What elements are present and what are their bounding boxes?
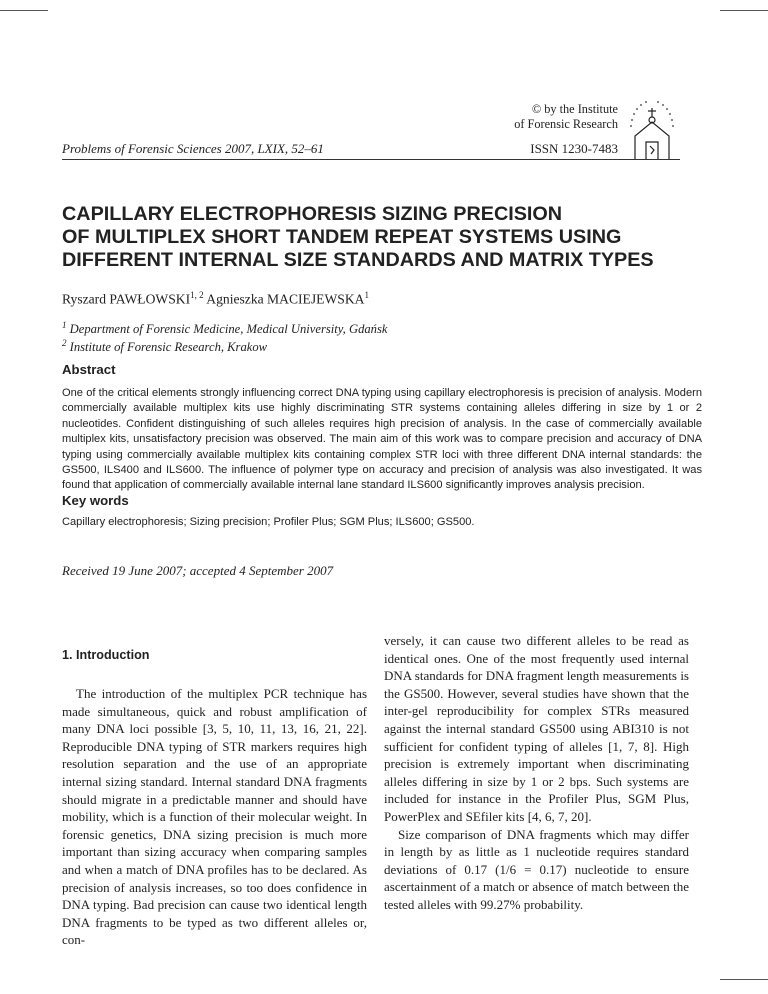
author-1-affiliation: 1, 2: [190, 290, 204, 300]
affiliation-2-text: Institute of Forensic Research, Krakow: [69, 340, 268, 355]
crop-mark-bottom-right: [720, 979, 768, 980]
affiliation-2: [62, 336, 387, 354]
crop-mark-top-right: [720, 10, 768, 11]
affiliation-1: [62, 318, 387, 336]
header-rule: [62, 159, 680, 160]
journal-citation: Problems of Forensic Sciences 2007, LXIX, 52–61: [62, 141, 324, 156]
title-line-2: OF MULTIPLEX SHORT TANDEM REPEAT SYSTEMS USING: [62, 226, 622, 248]
author-2-affiliation: 1: [364, 290, 369, 300]
abstract-heading: Abstract: [62, 362, 116, 377]
introduction-right-paragraph-2: Size comparison of DNA fragments which may differ in length by as little as 1 nucleotide requires standard deviations of 0.17 (1/6 = 0.17) nucleotide to ensure ascertainment of a match or absence of match between the tested alleles with 99.27% probability.: [384, 826, 689, 912]
paper-title: [62, 203, 702, 272]
introduction-heading: 1. Introduction: [62, 648, 150, 662]
title-line-1: CAPILLARY ELECTROPHORESIS SIZING PRECISION: [62, 203, 563, 225]
abstract-text: One of the critical elements strongly influencing correct DNA typing using capillary electrophoresis is precision of analysis. Modern commercially available multiplex kits use highly discriminating STR systems containing alleles differing in size by 1 or 2 nucleotides. Confident distinguishing of such alleles requires high precision of analysis. In the case of commercially available multiplex kits, unsatisfactory precision was observed. The main aim of this work was to compare precision and accuracy of DNA typing using commercially available multiplex kits containing complex STR loci with three different DNA internal standards: the GS500, ILS400 and ILS600. The influence of polymer type on accuracy and precision of analysis was also investigated. It was found that application of commercially available internal lane standard ILS600 significantly improves analysis precision.: [62, 387, 702, 492]
issn: ISSN 1230-7483: [530, 141, 618, 156]
keywords-text: Capillary electrophoresis; Sizing precision; Profiler Plus; SGM Plus; ILS600; GS500.: [62, 516, 475, 528]
introduction-right-column: [384, 632, 689, 914]
copyright-line-1: © by the Institute: [531, 102, 618, 116]
crop-mark-top-left: [0, 10, 48, 11]
copyright-line-2: of Forensic Research: [514, 117, 618, 131]
affiliation-2-number: 2: [62, 338, 67, 349]
title-line-3: DIFFERENT INTERNAL SIZE STANDARDS AND MATRIX TYPES: [62, 249, 654, 271]
copyright-notice: [514, 102, 618, 132]
introduction-left-column: The introduction of the multiplex PCR technique has made simultaneous, quick and robust amplification of many DNA loci possible [3, 5, 10, 11, 13, 16, 21, 22]. Reproducible DNA typing of STR markers requires high resolution separation and the use of an appropriate internal sizing standard. Internal standard DNA fragments should migrate in a predictable manner and should have mobility, which is a function of their molecular weight. In forensic genetics, DNA sizing precision is much more important than sizing accuracy when comparing samples and when a match of DNA profiles has to be declared. As precision of analysis increases, so too does confidence in DNA typing. Bad precision can cause two identical length DNA fragments to be typed as two different alleles or, con-: [62, 686, 367, 948]
received-dates: Received 19 June 2007; accepted 4 September 2007: [62, 563, 334, 578]
keywords-heading: Key words: [62, 493, 129, 508]
journal-header: [62, 98, 680, 170]
affiliation-1-text: Department of Forensic Medicine, Medical University, Gdańsk: [69, 322, 388, 337]
institute-logo-icon: [624, 98, 680, 160]
author-list: [62, 290, 369, 308]
author-2: Agnieszka MACIEJEWSKA: [206, 291, 365, 307]
author-1: Ryszard PAWŁOWSKI: [62, 291, 191, 307]
affiliations: [62, 318, 387, 354]
affiliation-1-number: 1: [62, 320, 67, 330]
introduction-right-paragraph-1: versely, it can cause two different alleles to be read as identical ones. One of the most frequently used internal DNA standards for DNA fragment length measurements is the GS500. However, several studies have shown that the inter-gel reproducibility for complex STRs measured against the internal standard GS500 using ABI310 is not sufficient for confident typing of alleles [1, 7, 8]. High precision is extremely important when discriminating alleles differing in size by 1 or 2 bps. Such systems are included for instance in the Profiler Plus, SGM Plus, PowerPlex and SEfiler kits [4, 6, 7, 20].: [384, 633, 689, 824]
